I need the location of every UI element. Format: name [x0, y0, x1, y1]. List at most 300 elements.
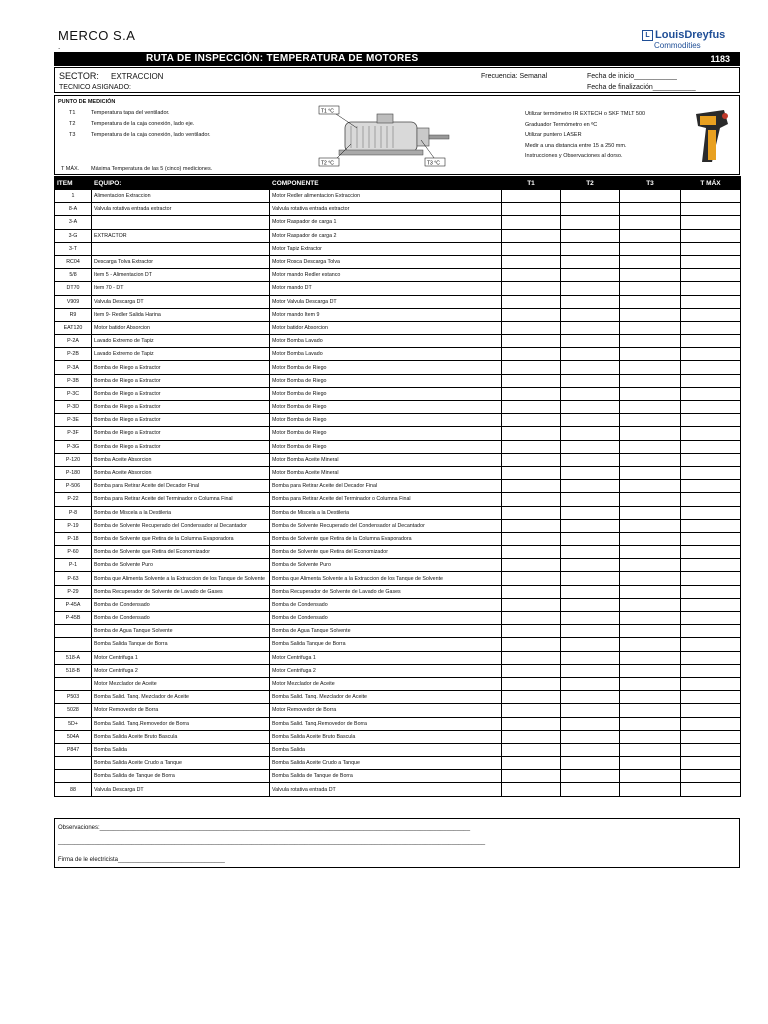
t1-cell[interactable]: [502, 757, 561, 770]
t3-cell[interactable]: [620, 242, 681, 255]
table-row: [55, 387, 741, 400]
equipo-cell: Bomba de Riego a Extractor: [92, 361, 270, 374]
table-row: [55, 625, 741, 638]
t2-cell[interactable]: [561, 242, 620, 255]
t1-cell[interactable]: [502, 532, 561, 545]
item-cell: P-45A: [55, 598, 92, 611]
t1-cell[interactable]: [502, 743, 561, 756]
equipo-cell: Item 9- Redler Salida Harina: [92, 308, 270, 321]
t3-cell[interactable]: [620, 387, 681, 400]
t1-cell[interactable]: [502, 401, 561, 414]
t1-cell[interactable]: [502, 255, 561, 268]
item-cell: P-506: [55, 480, 92, 493]
t2-cell[interactable]: [561, 414, 620, 427]
equipo-cell: [92, 216, 270, 229]
table-row: [55, 519, 741, 532]
tmax-cell[interactable]: [681, 598, 741, 611]
punto-text-t1: Temperatura tapa del ventilador.: [91, 110, 170, 116]
table-row: [55, 295, 741, 308]
componente-cell: Valvula rotativa entrada DT: [270, 783, 502, 796]
table-row: [55, 427, 741, 440]
instruction-1: Utilizar termómetro IR EXTECH o SKF TMLT 500: [525, 111, 646, 117]
title-bar: [54, 52, 740, 66]
t1-cell[interactable]: [502, 506, 561, 519]
tmax-cell[interactable]: [681, 559, 741, 572]
tmax-cell[interactable]: [681, 440, 741, 453]
t1-cell[interactable]: [502, 440, 561, 453]
equipo-cell: Bomba de Riego a Extractor: [92, 401, 270, 414]
t1-cell[interactable]: [502, 348, 561, 361]
tmax-cell[interactable]: [681, 757, 741, 770]
tmax-cell[interactable]: [681, 255, 741, 268]
componente-cell: Bomba Salida de Tanque de Borra: [270, 770, 502, 783]
punto-code-t1: T1: [69, 110, 76, 116]
t2-cell[interactable]: [561, 440, 620, 453]
t3-cell[interactable]: [620, 190, 681, 203]
t1-cell[interactable]: [502, 229, 561, 242]
equipo-cell: Bomba Salida Tanque de Borra: [92, 638, 270, 651]
t2-cell[interactable]: [561, 335, 620, 348]
t2-cell[interactable]: [561, 572, 620, 585]
t3-cell[interactable]: [620, 559, 681, 572]
t2-cell[interactable]: [561, 374, 620, 387]
tmax-cell[interactable]: [681, 730, 741, 743]
t1-cell[interactable]: [502, 308, 561, 321]
item-cell: 8-A: [55, 203, 92, 216]
t2-cell[interactable]: [561, 190, 620, 203]
equipo-cell: Bomba de Riego a Extractor: [92, 427, 270, 440]
equipo-cell: EXTRACTOR: [92, 229, 270, 242]
t3-cell[interactable]: [620, 427, 681, 440]
item-cell: P-180: [55, 466, 92, 479]
t2-cell[interactable]: [561, 612, 620, 625]
t3-cell[interactable]: [620, 295, 681, 308]
equipo-cell: Bomba de Condensado: [92, 598, 270, 611]
t3-cell[interactable]: [620, 770, 681, 783]
table-row: [55, 440, 741, 453]
tmax-cell[interactable]: [681, 229, 741, 242]
t3-cell[interactable]: [620, 717, 681, 730]
t2-cell[interactable]: [561, 308, 620, 321]
table-row: [55, 638, 741, 651]
t2-cell[interactable]: [561, 651, 620, 664]
tmax-cell[interactable]: [681, 190, 741, 203]
tmax-cell[interactable]: [681, 282, 741, 295]
componente-cell: Motor Bomba Lavado: [270, 348, 502, 361]
t1-cell[interactable]: [502, 493, 561, 506]
t1-cell[interactable]: [502, 770, 561, 783]
fecha-fin: Fecha de finalización___________: [587, 84, 696, 91]
componente-cell: Motor Raspador de carga 2: [270, 229, 502, 242]
componente-cell: Motor Bomba de Riego: [270, 440, 502, 453]
componente-cell: Motor Bomba de Riego: [270, 374, 502, 387]
item-cell: 88: [55, 783, 92, 796]
t2-cell[interactable]: [561, 519, 620, 532]
t3-cell[interactable]: [620, 401, 681, 414]
tmax-cell[interactable]: [681, 783, 741, 796]
t1-cell[interactable]: [502, 466, 561, 479]
t3-cell[interactable]: [620, 664, 681, 677]
t3-cell[interactable]: [620, 519, 681, 532]
t2-cell[interactable]: [561, 717, 620, 730]
t1-cell[interactable]: [502, 651, 561, 664]
document-number: 1183: [710, 54, 730, 64]
equipo-cell: Alimentacion Extraccion: [92, 190, 270, 203]
t3-cell[interactable]: [620, 677, 681, 690]
brand-mark-icon: L: [642, 30, 653, 41]
t1-cell[interactable]: [502, 282, 561, 295]
tmax-cell[interactable]: [681, 466, 741, 479]
tmax-cell[interactable]: [681, 717, 741, 730]
table-row: [55, 546, 741, 559]
componente-cell: Bomba Recuperador de Solvente de Lavado de Gases: [270, 585, 502, 598]
tmax-cell[interactable]: [681, 335, 741, 348]
t3-cell[interactable]: [620, 612, 681, 625]
t2-cell[interactable]: [561, 585, 620, 598]
t3-cell[interactable]: [620, 348, 681, 361]
item-cell: 5/8: [55, 269, 92, 282]
t2-cell[interactable]: [561, 532, 620, 545]
equipo-cell: Bomba Salida de Tanque de Borra: [92, 770, 270, 783]
tmax-cell[interactable]: [681, 216, 741, 229]
item-cell: 3-G: [55, 229, 92, 242]
t1-cell[interactable]: [502, 427, 561, 440]
t2-cell[interactable]: [561, 348, 620, 361]
t2-cell[interactable]: [561, 269, 620, 282]
t2-cell[interactable]: [561, 216, 620, 229]
table-row: [55, 216, 741, 229]
t3-cell[interactable]: [620, 493, 681, 506]
t3-cell[interactable]: [620, 783, 681, 796]
equipo-cell: Descarga Tolva Extractor: [92, 255, 270, 268]
t2-cell[interactable]: [561, 295, 620, 308]
t1-cell[interactable]: [502, 414, 561, 427]
t1-cell[interactable]: [502, 691, 561, 704]
col-header-equipo: EQUIPO:: [92, 177, 270, 190]
equipo-cell: Valvula rotativa entrada extractor: [92, 203, 270, 216]
componente-cell: Motor Bomba Lavado: [270, 335, 502, 348]
t1-cell[interactable]: [502, 559, 561, 572]
tmax-cell[interactable]: [681, 401, 741, 414]
inspection-table: [54, 176, 741, 797]
t1-cell[interactable]: [502, 612, 561, 625]
equipo-cell: Bomba de Solvente Recuperado del Condensador al Decantador: [92, 519, 270, 532]
equipo-cell: Motor batidor Absorcion: [92, 321, 270, 334]
t1-cell[interactable]: [502, 730, 561, 743]
tmax-cell[interactable]: [681, 506, 741, 519]
tmax-cell[interactable]: [681, 308, 741, 321]
t3-cell[interactable]: [620, 598, 681, 611]
item-cell: P-18: [55, 532, 92, 545]
equipo-cell: [92, 242, 270, 255]
t2-cell[interactable]: [561, 743, 620, 756]
table-row: [55, 704, 741, 717]
t3-cell[interactable]: [620, 532, 681, 545]
t3-cell[interactable]: [620, 282, 681, 295]
table-row: [55, 480, 741, 493]
brand-logo: [642, 29, 725, 41]
t3-cell[interactable]: [620, 203, 681, 216]
t1-cell[interactable]: [502, 203, 561, 216]
t2-cell[interactable]: [561, 598, 620, 611]
t3-cell[interactable]: [620, 255, 681, 268]
t3-cell[interactable]: [620, 308, 681, 321]
t1-cell[interactable]: [502, 572, 561, 585]
t1-cell[interactable]: [502, 783, 561, 796]
componente-cell: Bomba de Solvente Puro: [270, 559, 502, 572]
tmax-cell[interactable]: [681, 480, 741, 493]
tmax-cell[interactable]: [681, 427, 741, 440]
table-row: [55, 770, 741, 783]
t1-cell[interactable]: [502, 664, 561, 677]
punto-code-t3: T3: [69, 132, 76, 138]
t2-cell[interactable]: [561, 770, 620, 783]
t1-cell[interactable]: [502, 704, 561, 717]
t3-cell[interactable]: [620, 216, 681, 229]
t3-cell[interactable]: [620, 757, 681, 770]
tmax-cell[interactable]: [681, 493, 741, 506]
componente-cell: Bomba Salida Aceite Crudo a Tanque: [270, 757, 502, 770]
tmax-cell[interactable]: [681, 664, 741, 677]
tmax-cell[interactable]: [681, 532, 741, 545]
table-row: [55, 453, 741, 466]
t3-cell[interactable]: [620, 625, 681, 638]
tmax-cell[interactable]: [681, 453, 741, 466]
t2-cell[interactable]: [561, 757, 620, 770]
table-row: [55, 466, 741, 479]
item-cell: EAT120: [55, 321, 92, 334]
equipo-cell: Bomba Salida Aceite Crudo a Tanque: [92, 757, 270, 770]
t1-cell[interactable]: [502, 546, 561, 559]
t3-cell[interactable]: [620, 453, 681, 466]
t3-cell[interactable]: [620, 572, 681, 585]
t2-cell[interactable]: [561, 321, 620, 334]
t3-cell[interactable]: [620, 440, 681, 453]
firma-field[interactable]: Firma de le electricista________________________________: [58, 857, 225, 863]
col-header-componente: COMPONENTE: [270, 177, 502, 190]
componente-cell: Motor Bomba de Riego: [270, 427, 502, 440]
componente-cell: Bomba de Condensado: [270, 598, 502, 611]
tmax-cell[interactable]: [681, 387, 741, 400]
table-row: [55, 691, 741, 704]
equipo-cell: Bomba Salid. Tanq. Mezclador de Aceite: [92, 691, 270, 704]
t3-cell[interactable]: [620, 704, 681, 717]
item-cell: P503: [55, 691, 92, 704]
item-cell: P-22: [55, 493, 92, 506]
componente-cell: Bomba para Retirar Aceite del Terminador o Columna Final: [270, 493, 502, 506]
t2-cell[interactable]: [561, 282, 620, 295]
equipo-cell: Bomba para Retirar Aceite del Terminador o Columna Final: [92, 493, 270, 506]
componente-cell: Motor Bomba de Riego: [270, 401, 502, 414]
t1-cell[interactable]: [502, 717, 561, 730]
tmax-cell[interactable]: [681, 269, 741, 282]
tmax-cell[interactable]: [681, 691, 741, 704]
tmax-cell[interactable]: [681, 743, 741, 756]
tmax-cell[interactable]: [681, 348, 741, 361]
t2-cell[interactable]: [561, 625, 620, 638]
t2-cell[interactable]: [561, 730, 620, 743]
t2-cell[interactable]: [561, 401, 620, 414]
t3-cell[interactable]: [620, 546, 681, 559]
tmax-cell[interactable]: [681, 612, 741, 625]
t1-cell[interactable]: [502, 638, 561, 651]
item-cell: P-29: [55, 585, 92, 598]
t3-cell[interactable]: [620, 414, 681, 427]
componente-cell: Bomba de Miscela a la Destileria: [270, 506, 502, 519]
t2-cell[interactable]: [561, 453, 620, 466]
equipo-cell: Motor Mezclador de Aceite: [92, 677, 270, 690]
t2-cell[interactable]: [561, 466, 620, 479]
t2-cell[interactable]: [561, 638, 620, 651]
t2-cell[interactable]: [561, 691, 620, 704]
tmax-cell[interactable]: [681, 770, 741, 783]
t2-cell[interactable]: [561, 559, 620, 572]
t1-cell[interactable]: [502, 585, 561, 598]
tmax-cell[interactable]: [681, 572, 741, 585]
tmax-cell[interactable]: [681, 414, 741, 427]
item-cell: [55, 677, 92, 690]
tmax-cell[interactable]: [681, 625, 741, 638]
t3-cell[interactable]: [620, 585, 681, 598]
table-row: [55, 321, 741, 334]
table-row: [55, 374, 741, 387]
item-cell: P-3G: [55, 440, 92, 453]
motor-label-t2: T2 °C: [321, 160, 334, 167]
t3-cell[interactable]: [620, 743, 681, 756]
t1-cell[interactable]: [502, 216, 561, 229]
item-cell: P-45B: [55, 612, 92, 625]
t2-cell[interactable]: [561, 546, 620, 559]
table-row: [55, 242, 741, 255]
tmax-cell[interactable]: [681, 651, 741, 664]
equipo-cell: Item 5 - Alimentacion DT: [92, 269, 270, 282]
tmax-cell[interactable]: [681, 638, 741, 651]
t3-cell[interactable]: [620, 269, 681, 282]
t3-cell[interactable]: [620, 321, 681, 334]
t3-cell[interactable]: [620, 374, 681, 387]
equipo-cell: Bomba Aceite Absorcion: [92, 453, 270, 466]
t3-cell[interactable]: [620, 361, 681, 374]
componente-cell: Bomba para Retirar Aceite del Decador Final: [270, 480, 502, 493]
t2-cell[interactable]: [561, 493, 620, 506]
equipo-cell: Item 70 - DT: [92, 282, 270, 295]
item-cell: P-1: [55, 559, 92, 572]
equipo-cell: Lavado Extremo de Tapiz: [92, 335, 270, 348]
t2-cell[interactable]: [561, 664, 620, 677]
instruction-4: Medir a una distancia entre 15 a 250 mm.: [525, 143, 627, 149]
col-header-tmax: T MÁX: [681, 177, 741, 190]
table-row: [55, 585, 741, 598]
t2-cell[interactable]: [561, 203, 620, 216]
componente-cell: Motor Bomba Aceite Mineral: [270, 453, 502, 466]
item-cell: V909: [55, 295, 92, 308]
t1-cell[interactable]: [502, 480, 561, 493]
tmax-cell[interactable]: [681, 704, 741, 717]
t3-cell[interactable]: [620, 638, 681, 651]
t1-cell[interactable]: [502, 519, 561, 532]
t1-cell[interactable]: [502, 321, 561, 334]
tmax-cell[interactable]: [681, 321, 741, 334]
item-cell: P-2A: [55, 335, 92, 348]
t3-cell[interactable]: [620, 506, 681, 519]
t1-cell[interactable]: [502, 598, 561, 611]
item-cell: P-63: [55, 572, 92, 585]
table-row: [55, 229, 741, 242]
t2-cell[interactable]: [561, 783, 620, 796]
item-cell: RC04: [55, 255, 92, 268]
t1-cell[interactable]: [502, 361, 561, 374]
tmax-cell[interactable]: [681, 295, 741, 308]
table-row: [55, 572, 741, 585]
t3-cell[interactable]: [620, 466, 681, 479]
t1-cell[interactable]: [502, 242, 561, 255]
componente-cell: Motor mando DT: [270, 282, 502, 295]
t1-cell[interactable]: [502, 374, 561, 387]
table-row: [55, 730, 741, 743]
tmax-cell[interactable]: [681, 361, 741, 374]
t2-cell[interactable]: [561, 427, 620, 440]
t1-cell[interactable]: [502, 677, 561, 690]
t1-cell[interactable]: [502, 453, 561, 466]
t2-cell[interactable]: [561, 361, 620, 374]
equipo-cell: Bomba Salid. Tanq.Removedor de Borra: [92, 717, 270, 730]
t3-cell[interactable]: [620, 480, 681, 493]
t2-cell[interactable]: [561, 229, 620, 242]
t3-cell[interactable]: [620, 229, 681, 242]
t2-cell[interactable]: [561, 387, 620, 400]
t2-cell[interactable]: [561, 255, 620, 268]
item-cell: P-19: [55, 519, 92, 532]
table-body: [55, 190, 741, 797]
t1-cell[interactable]: [502, 269, 561, 282]
observaciones-line-2[interactable]: ________________________________________________________________________________________________________________________________: [58, 839, 486, 845]
item-cell: 1: [55, 190, 92, 203]
table-row: [55, 743, 741, 756]
equipo-cell: Bomba de Riego a Extractor: [92, 387, 270, 400]
t1-cell[interactable]: [502, 387, 561, 400]
t2-cell[interactable]: [561, 677, 620, 690]
t1-cell[interactable]: [502, 190, 561, 203]
observaciones-field[interactable]: Observaciones:_______________________________________________________________________________________________________________: [58, 825, 471, 831]
componente-cell: Bomba Salida Aceite Bruto Bascula: [270, 730, 502, 743]
tmax-code: T MÁX.: [61, 166, 80, 172]
col-header-t2: T2: [561, 177, 620, 190]
t1-cell[interactable]: [502, 295, 561, 308]
footer-box: [54, 818, 740, 868]
tmax-cell[interactable]: [681, 519, 741, 532]
t2-cell[interactable]: [561, 480, 620, 493]
t2-cell[interactable]: [561, 506, 620, 519]
componente-cell: Motor Centrifuga 2: [270, 664, 502, 677]
tmax-cell[interactable]: [681, 677, 741, 690]
t2-cell[interactable]: [561, 704, 620, 717]
t1-cell[interactable]: [502, 625, 561, 638]
t3-cell[interactable]: [620, 651, 681, 664]
tmax-cell[interactable]: [681, 242, 741, 255]
t3-cell[interactable]: [620, 730, 681, 743]
t3-cell[interactable]: [620, 691, 681, 704]
tmax-cell[interactable]: [681, 546, 741, 559]
equipo-cell: Bomba de Riego a Extractor: [92, 414, 270, 427]
tmax-cell[interactable]: [681, 585, 741, 598]
componente-cell: Bomba de Agua Tanque Solvente: [270, 625, 502, 638]
t1-cell[interactable]: [502, 335, 561, 348]
tmax-cell[interactable]: [681, 203, 741, 216]
t3-cell[interactable]: [620, 335, 681, 348]
tmax-cell[interactable]: [681, 374, 741, 387]
col-header-t3: T3: [620, 177, 681, 190]
equipo-cell: Bomba Recuperador de Solvente de Lavado de Gases: [92, 585, 270, 598]
